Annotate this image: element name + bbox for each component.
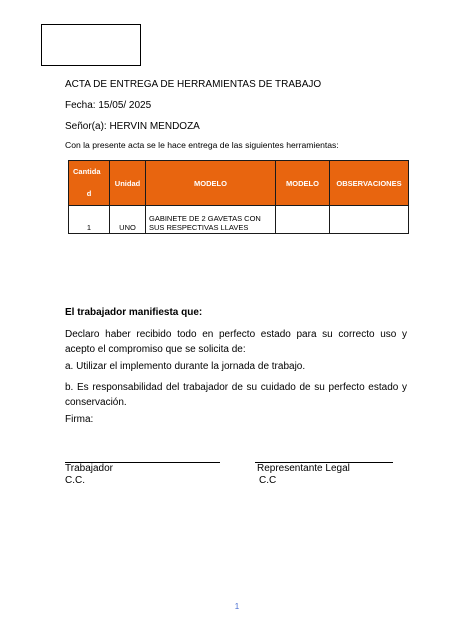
- table-row: [69, 206, 409, 234]
- worker-label: Trabajador: [65, 463, 113, 474]
- intro-text: Con la presente acta se le hace entrega de las siguientes herramientas:: [65, 140, 339, 150]
- cell-cantidad: 1: [69, 206, 110, 234]
- logo-placeholder-box: [41, 24, 141, 66]
- table-header-row: [69, 161, 409, 206]
- cell-modelo-2: [276, 206, 330, 234]
- legal-rep-id-label: C.C: [259, 475, 277, 486]
- item-a: a. Utilizar el implemento durante la jornada de trabajo.: [65, 361, 306, 372]
- header-cantidad-part1: Cantida: [73, 167, 101, 176]
- section-heading: El trabajador manifiesta que:: [65, 307, 203, 318]
- recipient-line: Señor(a): HERVIN MENDOZA: [65, 121, 200, 132]
- header-observaciones: OBSERVACIONES: [330, 161, 409, 206]
- header-cantidad-part2: d: [86, 189, 92, 198]
- worker-id-label: C.C.: [65, 475, 85, 486]
- declaration-paragraph: Declaro haber recibido todo en perfecto estado para su correcto uso y acepto el compromiso que se solicita de:: [65, 329, 407, 355]
- date-line: Fecha: 15/05/ 2025: [65, 100, 152, 111]
- header-unidad: Unidad: [110, 161, 146, 206]
- header-modelo: MODELO: [146, 161, 276, 206]
- page-number: 1: [234, 602, 240, 611]
- cell-unidad: UNO: [110, 206, 146, 234]
- firma-label: Firma:: [65, 414, 94, 425]
- cell-observaciones: [330, 206, 409, 234]
- header-modelo-2: MODELO: [276, 161, 330, 206]
- item-b: b. Es responsabilidad del trabajador de su cuidado de su perfecto estado y conservación.: [65, 382, 407, 408]
- cell-modelo: GABINETE DE 2 GAVETAS CON SUS RESPECTIVAS LLAVES: [146, 206, 276, 234]
- legal-rep-label: Representante Legal: [257, 463, 350, 474]
- header-cantidad: [69, 161, 110, 206]
- tools-table: [68, 160, 409, 234]
- document-title: ACTA DE ENTREGA DE HERRAMIENTAS DE TRABAJO: [65, 79, 322, 90]
